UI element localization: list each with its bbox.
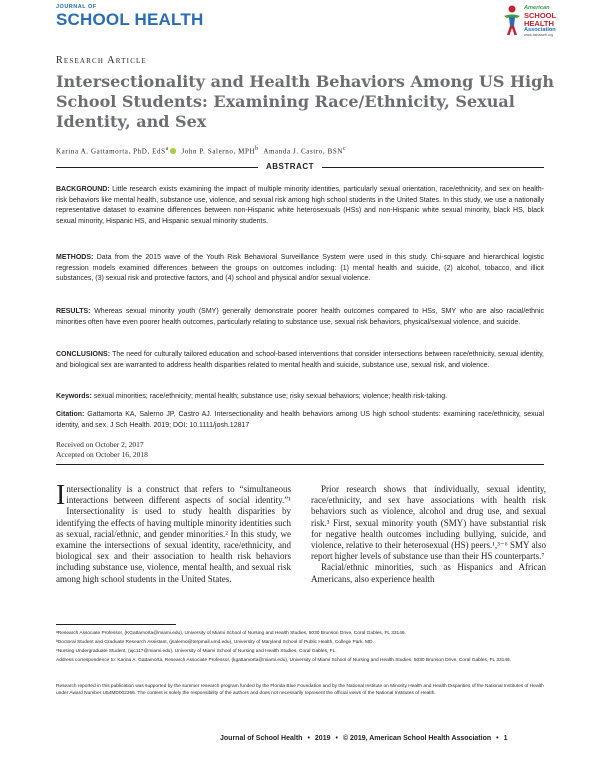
body-paragraph [56,480,291,585]
abstract-heading: ABSTRACT [258,162,322,171]
asha-line4: Association [524,26,556,33]
author-affiliation: b [255,146,259,152]
abstract-keywords [56,392,544,403]
article-title: Intersectionality and Health Behaviors Among US High School Students: Examining Race/Ethnicity, Sexual Identity, and Sex [56,72,554,131]
body-column-left [56,480,291,585]
abstract-results [56,307,544,328]
footnote-affiliation-a: ᵃResearch Associate Professor, (KGattamorta@miami.edu), University of Miami School of Nursing and Health Studies, 5030 Brunson Drive, Coral Gables, FL 33146. [56,631,406,636]
journal-logo-big: SCHOOL HEALTH [56,9,204,29]
body-column-right [311,484,546,585]
keywords-text: sexual minorities; race/ethnicity; mental health; substance use; risky sexual behaviors; violence; health risk-taking. [93,393,448,400]
methods-label: METHODS: [56,254,94,261]
orcid-icon[interactable] [170,148,176,154]
author-name: John P. Salerno, MPH [181,147,256,156]
conclusions-text: The need for culturally tailored education and school-based interventions that consider intersections between race/ethnicity, sexual identity, and biological sex are warranted to address health disparities related to mental health and suicide, substance use, sexual risk, and violence. [56,351,544,369]
footer-copyright: © 2019, American School Health Association [342,735,492,742]
asha-line1: American [524,5,550,11]
asha-line3: HEALTH [524,18,554,28]
asha-line2: SCHOOL [524,10,557,20]
footnote-correspondence: Address correspondence to: Karina A. Gattamorta, Research Associate Professor, (kgattamorta@miami.edu), University of Miami School of Nursing and Health Studies, 5030 Brunson Drive, Coral Gables, FL 33146. [56,658,512,663]
abstract-bottom-rule [56,464,544,465]
page-number: 1 [503,735,508,742]
results-text: Whereas sexual minority youth (SMY) generally demonstrate poorer health outcomes compared to HSs, SMY who are also racial/ethnic minorities often have even poorer health outcomes, particularly relating to substance use, sexual risk behaviors, physical/sexual violence, and suicide. [56,308,544,326]
abstract-citation [56,410,544,431]
citation-label: Citation: [56,411,85,418]
accepted-date: Accepted on October 16, 2018 [56,450,148,459]
author-list [56,146,346,155]
author-name: Karina A. Gattamorta, PhD, EdS [56,147,166,156]
footnote-affiliation-c: ᶜNursing Undergraduate Student, (ajc117@miami.edu), University of Miami School of Nursing and Health Studies, Coral Gables, FL. [56,649,337,654]
asha-wordmark [524,6,556,33]
footnote-affiliation-b: ᵇDoctoral Student and Graduate Research Assistant, (jsalerno@terpmail.umd.edu), University of Maryland School of Public Health, College Park, MD. [56,640,374,645]
conclusions-label: CONCLUSIONS: [56,351,111,358]
page-footer: Journal of School Health • 2019 • © 2019, American School Health Association • 1 [220,735,508,742]
author-name: Amanda J. Castro, BSN [263,147,344,156]
footer-journal: Journal of School Health [220,735,303,742]
footnote-funding: Research reported in this publication was supported by the summer research program funded by the Florida Blue Foundation and by the National Institute on Minority Health and Health Disparities of the National Institutes of Health under Award Number U54MD002266. The content is solely the responsibility of the authors and does not necessarily represent the official views of the National Institutes of Health. [56,684,544,696]
journal-logo-small: JOURNAL OF [56,4,97,10]
asha-figure-icon [502,4,522,36]
body-paragraph: Racial/ethnic minorities, such as Hispanics and African Americans, also experience health [311,562,546,584]
body-paragraph: Prior research shows that individually, sexual identity, race/ethnicity, and sex have associations with health risk behaviors such as violence, alcohol and drug use, and sexual risk.³ First, sexual minority youth (SMY) have substantial risk for negative health outcomes including bullying, suicide, and violence, relative to their heterosexual (HS) peers.¹,³⁻⁶ SMY also report higher levels of substance use than their HS counterparts.⁷ [311,484,546,562]
article-dates [56,440,148,460]
abstract-methods [56,253,544,285]
results-label: RESULTS: [56,308,91,315]
footnote-rule [56,624,176,625]
author-affiliation: a [165,146,169,152]
article-type: Research Article [56,55,148,66]
abstract-conclusions [56,350,544,371]
asha-url: www.ashaweb.org [524,33,554,37]
methods-text: Data from the 2015 wave of the Youth Risk Behavioral Surveillance System were used in this study. Chi-square and hierarchical logistic regression models examined differences between the groups on outcomes including: (1) mental health and suicide, (2) alcohol, tobacco, and illicit substances, (3) sexual risk and protective factors, and (4) school and physical and/or sexual violence. [56,254,544,282]
author-affiliation: c [343,146,347,152]
body-text: ntersectionality is a construct that refers to “simultaneous interactions between different aspects of social identity.”¹ Intersectionality is used to study health disparities by identifying the effects of having multiple minority identities such as sexual, racial/ethnic, and gender minorities.² In this study, we examine the intersections of sexual identity, race/ethnicity, and biological sex and their association to health risk behaviors including substance use, violence, mental health, and sexual risk among high school students in the United States. [56,484,291,584]
abstract-background [56,185,544,227]
journal-logo [56,5,203,28]
drop-cap: I [56,480,66,511]
citation-text: Gattamorta KA, Salerno JP, Castro AJ. Intersectionality and health behaviors among US high school students: examining race/ethnicity, sexual identity, and sex. J Sch Health. 2019; DOI: 10.1111/josh.12817 [56,411,545,429]
keywords-label: Keywords: [56,393,92,400]
footer-year: 2019 [314,735,331,742]
background-label: BACKGROUND: [56,186,110,193]
background-text: Little research exists examining the impact of multiple minority identities, particularly sexual orientation, race/ethnicity, and sex on health-risk behaviors like mental health, substance use, violence, and sexual risk among high school students in the United States. In this study, we use a nationally representative dataset to examine differences between non-Hispanic white heterosexuals (HSs) and non-Hispanic white sexual minority, black HS, black sexual minority, Hispanic HS, and Hispanic sexual minority students. [56,186,544,225]
received-date: Received on October 2, 2017 [56,440,144,449]
asha-logo [502,4,560,38]
